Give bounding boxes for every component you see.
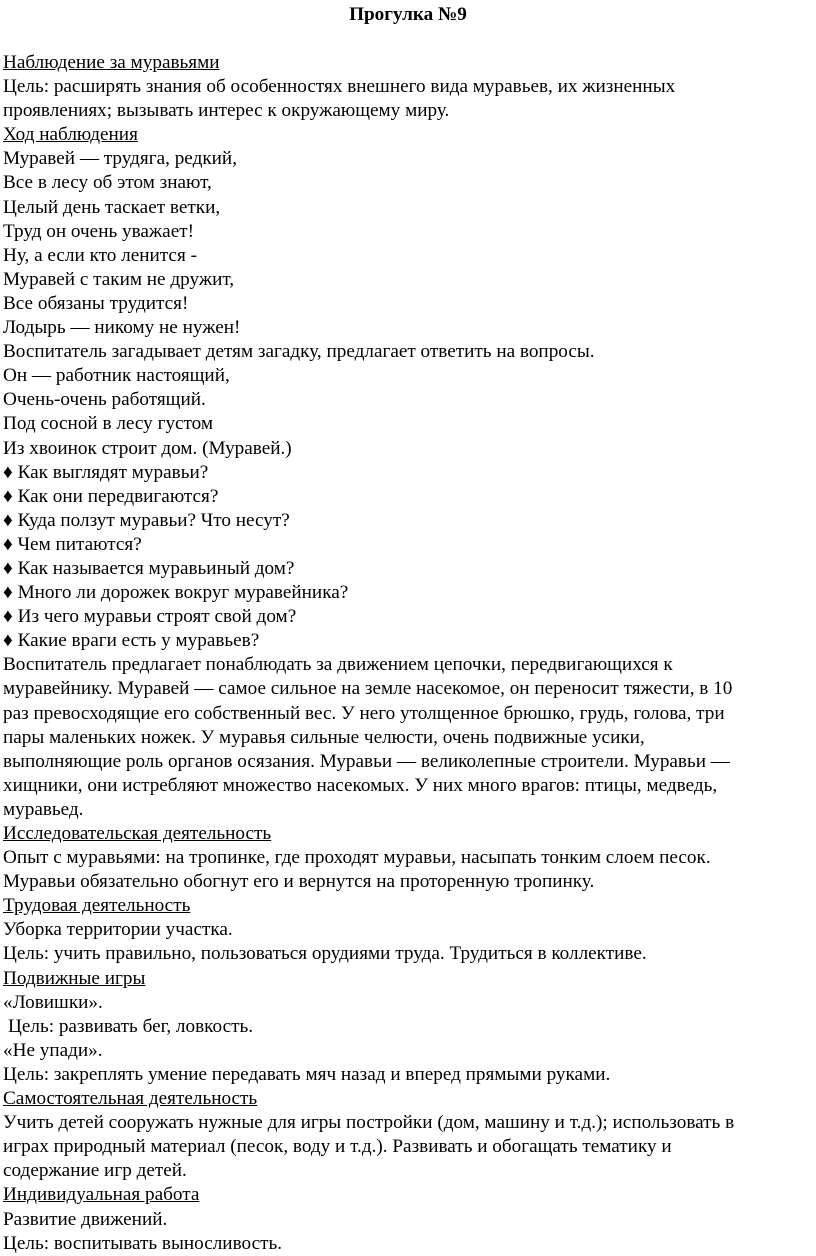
- description-line: Воспитатель предлагает понаблюдать за движением цепочки, передвигающихся к: [3, 654, 673, 676]
- description-line: муравейнику. Муравей — самое сильное на земле насекомое, он переносит тяжести, в 10: [3, 678, 733, 700]
- question-item: ♦ Из чего муравьи строят свой дом?: [3, 606, 297, 628]
- description-line: пары маленьких ножек. У муравья сильные челюсти, очень подвижные усики,: [3, 726, 645, 748]
- labor-line: Уборка территории участка.: [3, 919, 233, 941]
- game-title: «Ловишки».: [3, 991, 103, 1013]
- game-goal: Цель: развивать бег, ловкость.: [8, 1015, 254, 1037]
- question-item: ♦ Как выглядят муравьи?: [3, 461, 209, 483]
- question-item: ♦ Много ли дорожек вокруг муравейника?: [3, 582, 349, 604]
- research-line: Опыт с муравьями: на тропинке, где проходят муравьи, насыпать тонким слоем песок.: [3, 847, 711, 869]
- riddle-line: Очень-очень работящий.: [3, 389, 206, 411]
- description-line: выполняющие роль органов осязания. Муравьи — великолепные строители. Муравьи —: [3, 750, 730, 772]
- question-item: ♦ Какие враги есть у муравьев?: [3, 630, 260, 652]
- poem-line: Все в лесу об этом знают,: [3, 172, 212, 194]
- poem-line: Труд он очень уважает!: [3, 220, 194, 242]
- individual-line: Развитие движений.: [3, 1208, 168, 1230]
- riddle-intro: Воспитатель загадывает детям загадку, предлагает ответить на вопросы.: [3, 341, 595, 363]
- labor-line: Цель: учить правильно, пользоваться орудиями труда. Трудиться в коллективе.: [3, 943, 647, 965]
- game-title: «Не упади».: [3, 1039, 103, 1061]
- description-line: хищники, они истребляют множество насекомых. У них много врагов: птицы, медведь,: [3, 774, 718, 796]
- question-item: ♦ Как называется муравьиный дом?: [3, 557, 295, 579]
- individual-line: Цель: воспитывать выносливость.: [3, 1232, 283, 1254]
- independent-line: играх природный материал (песок, воду и т.д.). Развивать и обогащать тематику и: [3, 1136, 672, 1158]
- section-heading-labor: Трудовая деятельность: [3, 895, 191, 917]
- section-heading-games: Подвижные игры: [3, 967, 146, 989]
- poem-line: Муравей с таким не дружит,: [3, 268, 235, 290]
- observation-goal-line: проявлениях; вызывать интерес к окружающему миру.: [3, 100, 450, 122]
- poem-line: Лодырь — никому не нужен!: [3, 317, 241, 339]
- section-heading-independent: Самостоятельная деятельность: [3, 1088, 258, 1110]
- independent-line: содержание игр детей.: [3, 1160, 187, 1182]
- page-title: Прогулка №9: [349, 4, 467, 25]
- game-goal: Цель: закреплять умение передавать мяч назад и вперед прямыми руками.: [3, 1063, 611, 1085]
- section-heading-research: Исследовательская деятельность: [3, 823, 272, 844]
- document-body: [3, 51, 811, 1256]
- section-heading-progress: Ход наблюдения: [3, 124, 138, 146]
- poem-line: Муравей — трудяга, редкий,: [3, 148, 237, 170]
- section-heading-observation: Наблюдение за муравьями: [3, 52, 220, 73]
- poem-line: Ну, а если кто ленится -: [3, 244, 197, 266]
- riddle-line: Под сосной в лесу густом: [3, 413, 214, 435]
- question-item: ♦ Чем питаются?: [3, 533, 142, 555]
- section-heading-individual: Индивидуальная работа: [3, 1184, 200, 1206]
- riddle-line: Из хвоинок строит дом. (Муравей.): [3, 437, 292, 459]
- observation-goal-line: Цель: расширять знания об особенностях внешнего вида муравьев, их жизненных: [3, 76, 676, 98]
- question-item: ♦ Куда ползут муравьи? Что несут?: [3, 509, 290, 531]
- poem-line: Целый день таскает ветки,: [3, 196, 221, 218]
- poem-line: Все обязаны трудится!: [3, 292, 189, 314]
- description-line: муравьед.: [3, 798, 84, 820]
- riddle-line: Он — работник настоящий,: [3, 365, 230, 387]
- description-line: раз превосходящие его собственный вес. У него утолщенное брюшко, грудь, голова, три: [3, 702, 725, 724]
- question-item: ♦ Как они передвигаются?: [3, 485, 219, 507]
- independent-line: Учить детей сооружать нужные для игры постройки (дом, машину и т.д.); использовать в: [3, 1112, 735, 1134]
- research-line: Муравьи обязательно обогнут его и вернутся на проторенную тропинку.: [3, 871, 595, 893]
